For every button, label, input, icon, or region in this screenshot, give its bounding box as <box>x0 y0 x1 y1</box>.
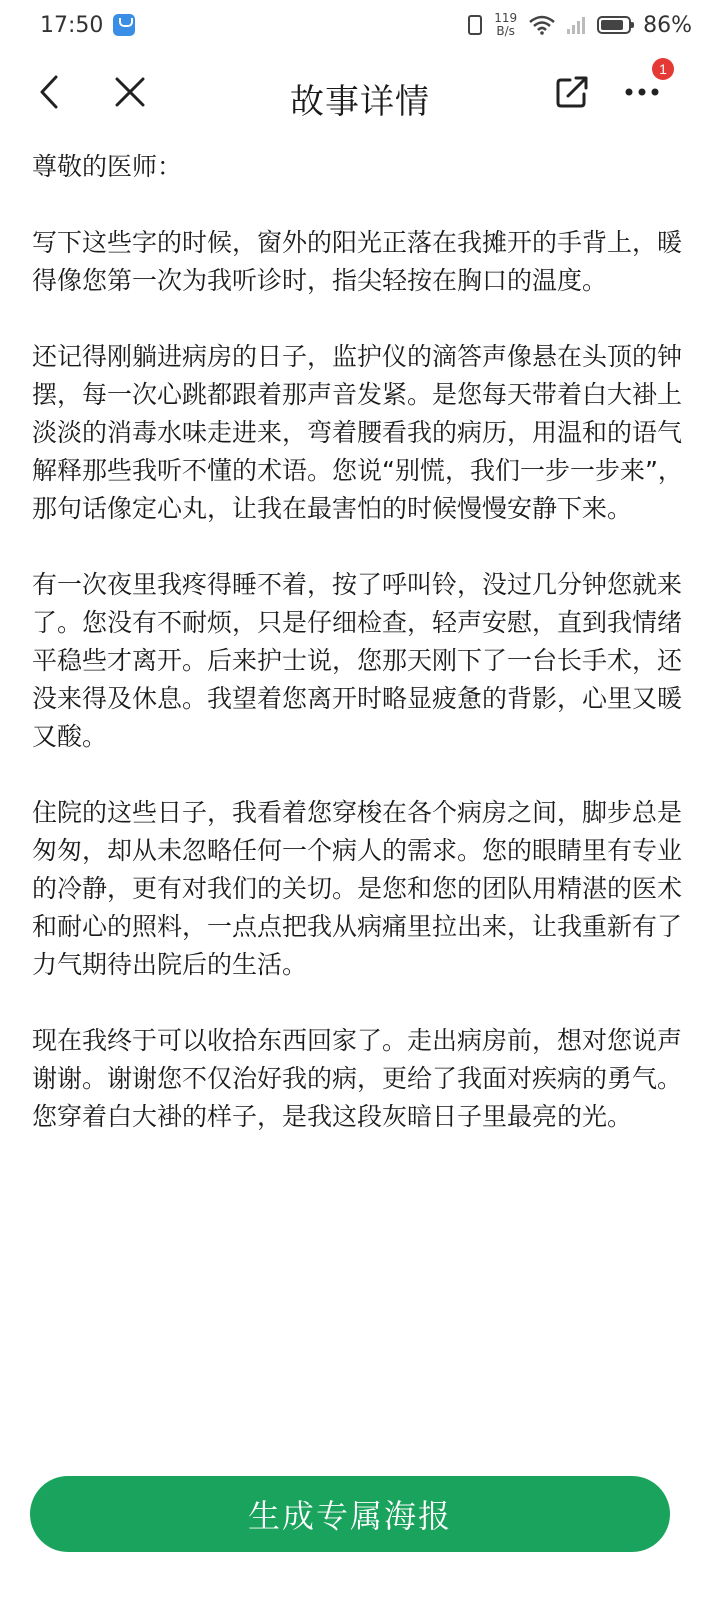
status-left <box>40 13 135 38</box>
letter-paragraph: 还记得刚躺进病房的日子，监护仪的滴答声像悬在头顶的钟摆，每一次心跳都跟着那声音发紧。是您每天带着白大褂上淡淡的消毒水味走进来，弯着腰看我的病历，用温和的语气解释那些我听不懂的术语。您说“别慌，我们一步一步来”，那句话像定心丸，让我在最害怕的时候慢慢安静下来。 <box>32 342 683 523</box>
story-content <box>32 148 688 1174</box>
share-icon <box>554 74 590 110</box>
status-right <box>468 12 692 38</box>
network-speed <box>494 12 517 38</box>
battery-level <box>601 20 623 30</box>
vibrate-icon <box>468 15 482 35</box>
network-speed-value: 119 <box>494 11 518 25</box>
status-bar <box>0 0 720 50</box>
generate-poster-button[interactable]: 生成专属海报 <box>30 1476 670 1552</box>
page-title: 故事详情 <box>290 82 430 122</box>
letter-paragraph: 有一次夜里我疼得睡不着，按了呼叫铃，没过几分钟您就来了。您没有不耐烦，只是仔细检查，轻声安慰，直到我情绪平稳些才离开。后来护士说，您那天刚下了一台长手术，还没来得及休息。我望着您离开时略显疲惫的背影，心里又暖又酸。 <box>32 570 683 751</box>
battery-percent: 86% <box>643 12 692 38</box>
signal-icon <box>567 16 585 34</box>
letter-paragraph: 写下这些字的时候，窗外的阳光正落在我摊开的手背上，暖得像您第一次为我听诊时，指尖轻按在胸口的温度。 <box>32 228 683 295</box>
more-icon <box>624 87 660 97</box>
battery-icon <box>597 16 631 34</box>
wifi-icon <box>529 15 555 35</box>
more-button[interactable] <box>614 61 670 120</box>
app-notification-icon <box>113 14 135 36</box>
share-button[interactable] <box>544 64 600 120</box>
nav-bar <box>0 50 720 144</box>
network-speed-unit: B/s <box>496 24 515 38</box>
letter-paragraph: 住院的这些日子，我看着您穿梭在各个病房之间，脚步总是匆匆，却从未忽略任何一个病人的需求。您的眼睛里有专业的冷静，更有对我们的关切。是您和您的团队用精湛的医术和耐心的照料，一点点把我从病痛里拉出来，让我重新有了力气期待出院后的生活。 <box>32 798 683 979</box>
notification-badge: 1 <box>652 58 674 80</box>
status-time: 17:50 <box>40 12 104 38</box>
letter-paragraph: 现在我终于可以收拾东西回家了。走出病房前，想对您说声谢谢。谢谢您不仅治好我的病，更给了我面对疾病的勇气。您穿着白大褂的样子，是我这段灰暗日子里最亮的光。 <box>32 1026 683 1131</box>
letter-greeting: 尊敬的医师： <box>32 152 183 181</box>
